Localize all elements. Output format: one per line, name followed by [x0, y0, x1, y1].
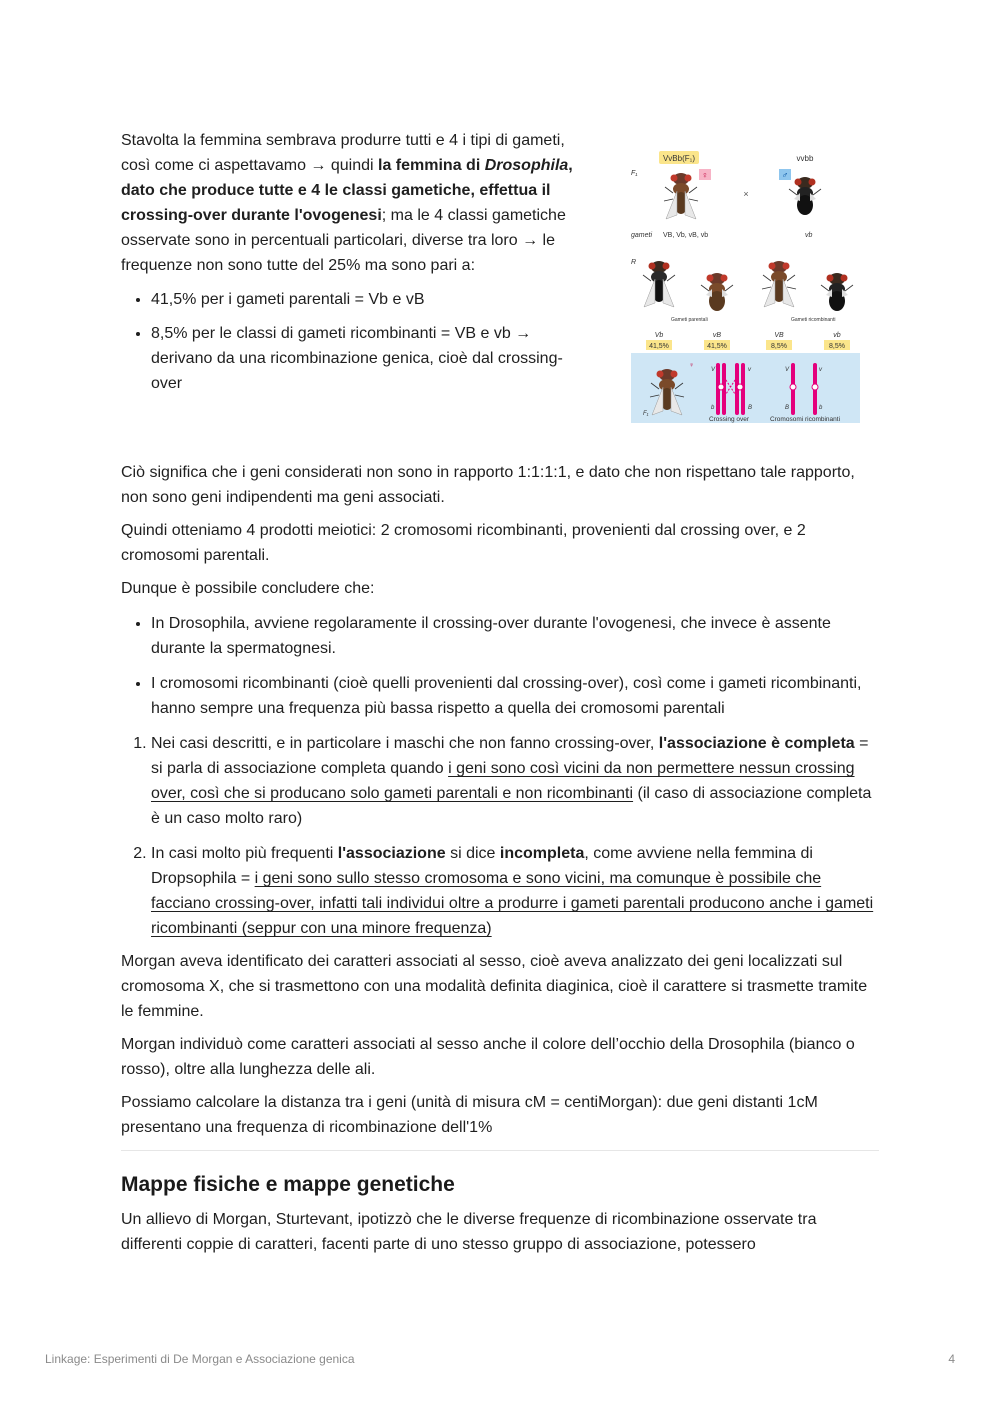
gametes-label: gameti — [631, 232, 653, 239]
intro-bold-b: , dato che produce tutte e 4 le classi gametiche, effettua il crossing-over durante l'ovogenesi — [121, 157, 573, 224]
section-heading: Mappe fisiche e mappe genetiche — [121, 1173, 455, 1196]
male-symbol-icon: ♂ — [781, 170, 789, 180]
list-item: • I cromosomi ricombinanti (cioè quelli provenienti dal crossing-over), così come i gameti ricombinanti, hanno sempre una frequenza più bassa rispetto a quella dei cromosomi parentali — [151, 671, 879, 721]
offspring-fly-icon — [762, 261, 796, 307]
intro-text-a: Stavolta la femmina sembrava produrre tutti e 4 i tipi di gameti, così come ci aspettavamo → quindi — [121, 132, 565, 174]
male-gamete: vb — [805, 232, 813, 239]
footer-title: Linkage: Esperimenti di De Morgan e Associazione genica — [45, 1352, 355, 1366]
chromosome-allele: b — [711, 405, 715, 411]
frequency-list — [121, 287, 583, 396]
centromere — [737, 384, 743, 390]
paragraph: Morgan aveva identificato dei caratteri associati al sesso, cioè aveva analizzato dei geni localizzati sul cromosoma X, che si trasmettono con una modalità definita diaginica, cioè il carattere si trasmette tramite le femmine. — [121, 953, 868, 1020]
offspring-percent: 8,5% — [771, 343, 787, 350]
intro-bold-a: la femmina di — [378, 157, 485, 174]
female-symbol-icon: ♀ — [689, 362, 695, 369]
page-number: 4 — [948, 1352, 955, 1366]
intro-text — [121, 128, 583, 396]
male-fly-icon — [789, 177, 821, 215]
divider — [121, 1150, 879, 1151]
intro-section — [121, 128, 879, 428]
centromere — [812, 384, 818, 390]
paragraph: Ciò significa che i geni considerati non sono in rapporto 1:1:1:1, e dato che non rispettano tale rapporto, non sono geni indipendenti ma geni associati. — [121, 464, 855, 506]
parental-note: Gameti parentali — [671, 317, 708, 323]
drosophila-cross-figure — [631, 151, 860, 423]
chromosome-allele: V — [785, 367, 790, 373]
offspring-genotype: vB — [712, 332, 722, 339]
offspring-percent: 41,5% — [649, 343, 669, 350]
page-content — [121, 128, 879, 1257]
text-span: = si parla di associazione completa quando — [151, 735, 869, 777]
chromosome-allele: v — [819, 367, 822, 373]
chromosome-allele: b — [819, 405, 823, 411]
cross-symbol: × — [743, 189, 749, 199]
r-label: R — [631, 259, 637, 266]
f1-label: F₁ — [643, 411, 649, 417]
list-item — [151, 841, 879, 941]
intro-paragraph — [121, 128, 583, 278]
association-list — [121, 731, 879, 941]
offspring-genotype: vb — [833, 332, 841, 339]
bold-term: l'associazione è completa — [658, 735, 855, 752]
intro-italic: Drosophila — [484, 157, 569, 174]
text-span: Nei casi descritti, e in particolare i maschi che non fanno crossing-over, — [151, 735, 659, 752]
female-fly-icon — [664, 173, 698, 219]
text-span: (il caso di associazione completa è un caso molto raro) — [151, 785, 872, 827]
underlined-text: i geni sono così vicini da non permettere nessun crossing over, così che si producano solo gameti parentali e non ricombinanti — [151, 760, 855, 802]
female-genotype: VvBb(F₁) — [662, 154, 696, 163]
offspring-percent: 41,5% — [707, 343, 727, 350]
chromosome-allele: B — [748, 405, 753, 411]
list-item: • 41,5% per i gameti parentali = Vb e vB — [151, 287, 583, 312]
chromosome-allele: v — [748, 367, 751, 373]
list-item: • 8,5% per le classi di gameti ricombinanti = VB e vb → derivano da una ricombinazione genica, cioè dal crossing-over — [151, 321, 583, 396]
f1-label: F₁ — [631, 170, 638, 177]
underlined-text: i geni sono sullo stesso cromosoma e sono vicini, ma comunque è possibile che facciano crossing-over, infatti tali individui oltre a produrre i gameti parentali producono anche i gameti ricombinanti (seppur con una minore frequenza) — [151, 870, 874, 937]
bold-term: l'associazione — [337, 845, 446, 862]
recombinant-note: Gameti ricombinanti — [791, 317, 836, 323]
list-item — [151, 731, 879, 831]
bold-term: incompleta — [499, 845, 585, 862]
conclusion-list — [121, 611, 879, 721]
text-span: si dice — [445, 845, 500, 862]
offspring-genotype: VB — [774, 332, 784, 339]
chromosome-allele: V — [711, 367, 716, 373]
body-section — [121, 460, 879, 1257]
female-symbol-icon: ♀ — [701, 170, 709, 180]
list-item: • In Drosophila, avviene regolaramente il crossing-over durante l'ovogenesi, che invece è assente durante la spermatognesi. — [151, 611, 879, 661]
recombinant-chromosomes-label: Cromosomi ricombinanti — [769, 416, 841, 423]
centromere — [718, 384, 724, 390]
paragraph: Dunque è possibile concludere che: — [121, 580, 375, 597]
offspring-fly-icon — [643, 261, 675, 307]
text-span: , come avviene nella femmina di Dropsophila = — [151, 845, 813, 887]
centromere — [790, 384, 796, 390]
offspring-genotype: Vb — [654, 332, 664, 339]
male-genotype: vvbb — [796, 154, 814, 163]
text-span: In casi molto più frequenti — [151, 845, 338, 862]
intro-text-c: ; ma le 4 classi gametiche osservate sono in percentuali particolari, diverse tra loro → le frequenze non sono tutte del 25% ma sono pari a: — [121, 207, 566, 274]
paragraph: Un allievo di Morgan, Sturtevant, ipotizzò che le diverse frequenze di ricombinazione osservate tra differenti coppie di caratteri, facenti parte di uno stesso gruppo di associazione, potessero — [121, 1211, 817, 1253]
chromosome-allele: B — [785, 405, 790, 411]
paragraph: Quindi otteniamo 4 prodotti meiotici: 2 cromosomi ricombinanti, provenienti dal crossing over, e 2 cromosomi parentali. — [121, 522, 806, 564]
offspring-fly-icon — [821, 273, 853, 311]
offspring-fly-icon — [701, 273, 733, 311]
paragraph: Morgan individuò come caratteri associati al sesso anche il colore dell’occhio della Drosophila (bianco o rosso), oltre alla lunghezza delle ali. — [121, 1036, 855, 1078]
crossing-over-label: Crossing over — [708, 416, 750, 423]
female-gametes: VB, Vb, vB, vb — [663, 232, 709, 239]
paragraph: Possiamo calcolare la distanza tra i geni (unità di misura cM = centiMorgan): due geni distanti 1cM presentano una frequenza di ricombinazione dell'1% — [121, 1094, 818, 1136]
offspring-percent: 8,5% — [829, 343, 845, 350]
